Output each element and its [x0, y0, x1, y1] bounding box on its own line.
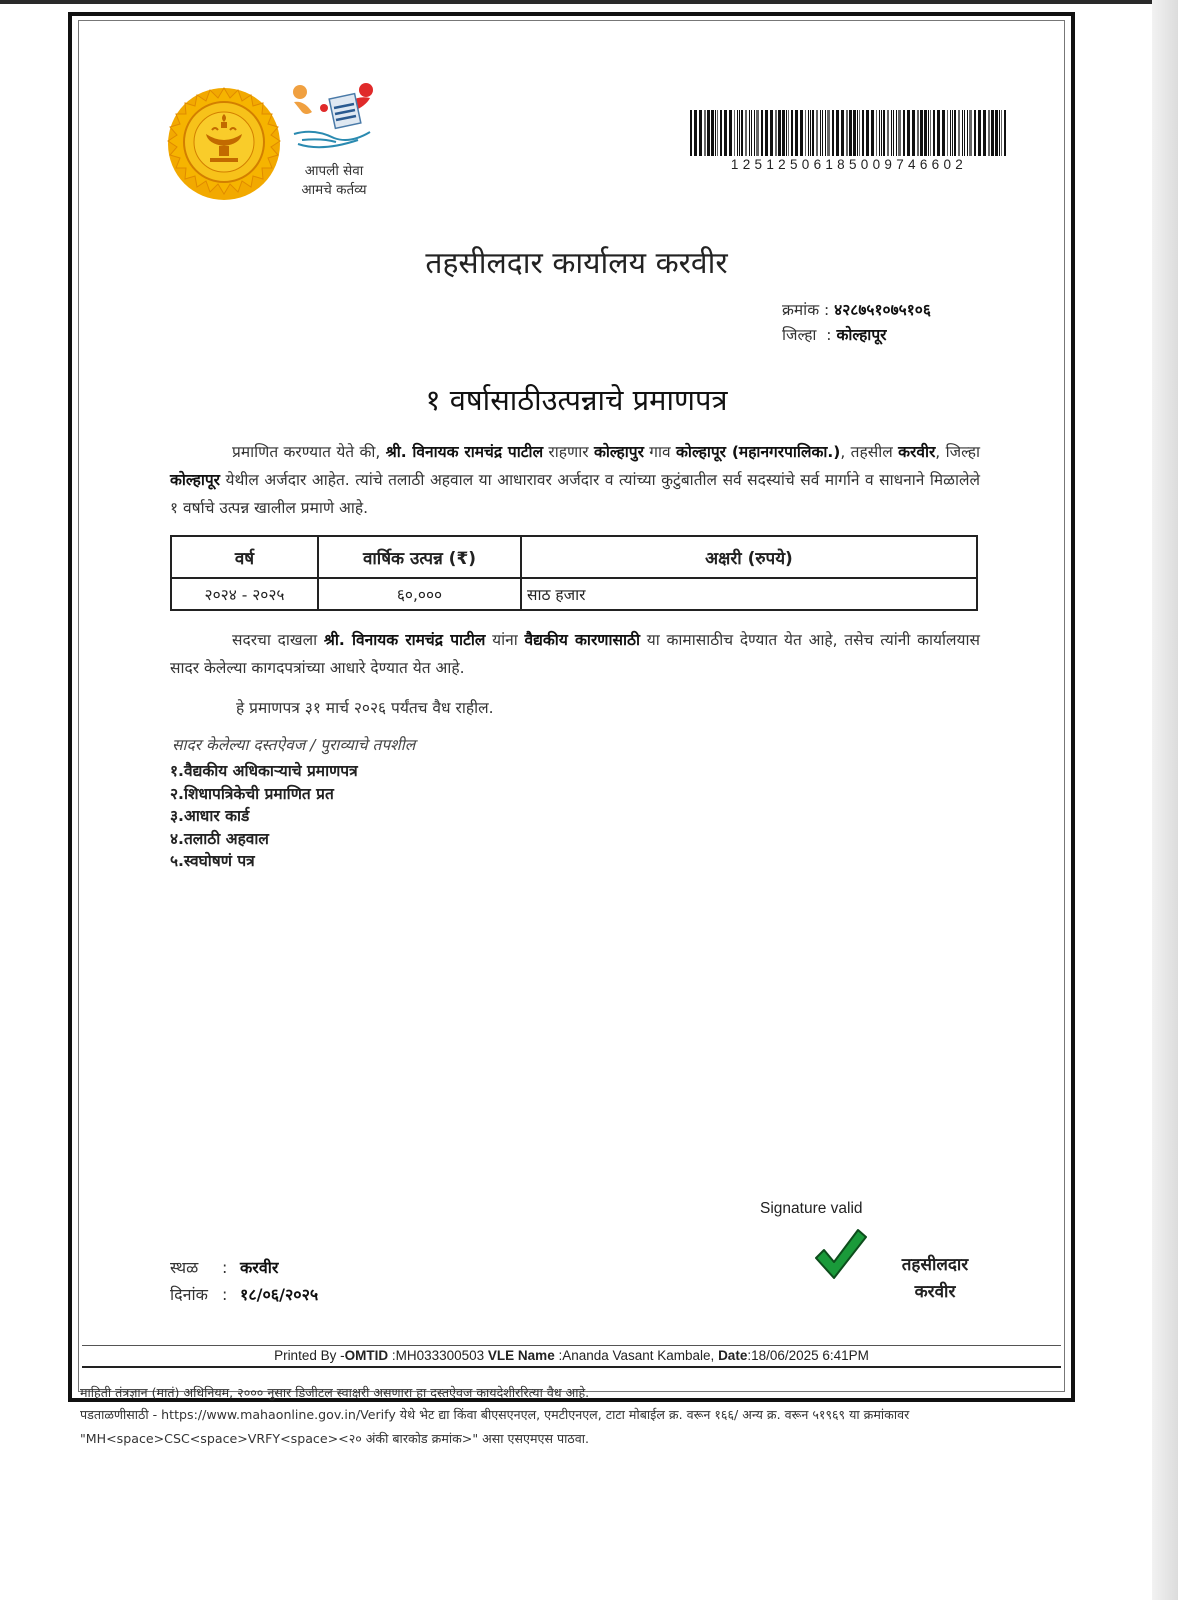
list-item: १.वैद्यकीय अधिकाऱ्याचे प्रमाणपत्र — [170, 762, 358, 780]
barcode-bar — [967, 110, 968, 156]
tehsil: करवीर — [898, 443, 936, 461]
cell-words: साठ हजार — [521, 578, 977, 610]
p2-text-3: या कामासाठीच देण्यात येत आहे, तसेच त्यांनी कार्यालयास सादर केलेल्या कागदपत्रांच्या आधारे देण्यात येत आहे. — [170, 631, 980, 677]
barcode-bar — [741, 110, 743, 156]
verification-note: पडताळणीसाठी - https://www.mahaonline.gov.in/Verify येथे भेट द्या किंवा बीएसएनएल, एमटीएनएल, टाटा मोबाईल क्र. वरून १६६/ अन्य क्र. वरून ५१९६९ या क्रमांकावर — [80, 1407, 910, 1422]
barcode-bar — [862, 110, 864, 156]
signatory-office: करवीर — [914, 1282, 956, 1302]
barcode-bar — [836, 110, 839, 156]
certification-paragraph — [170, 438, 980, 522]
barcode-bar — [849, 110, 852, 156]
barcode-bar — [859, 110, 860, 156]
footer-divider-thick — [82, 1366, 1061, 1368]
barcode-bar — [737, 110, 738, 156]
barcode-bar — [717, 110, 718, 156]
p1-text-1: प्रमाणित करण्यात येते की, — [232, 443, 386, 461]
barcode-bar — [893, 110, 894, 156]
barcode-bar — [707, 110, 710, 156]
barcode-bar — [876, 110, 877, 156]
purpose: वैद्यकीय कारणासाठी — [524, 631, 641, 649]
header-year: वर्ष — [171, 536, 318, 578]
barcode-bar — [947, 110, 948, 156]
barcode-bar — [907, 110, 910, 156]
vle-value: :Ananda Vasant Kambale, — [554, 1348, 719, 1363]
barcode-bar — [853, 110, 856, 156]
table-row — [171, 578, 977, 610]
tagline-line-2: आमचे कर्तव्य — [301, 182, 367, 198]
list-item: ४.तलाठी अहवाल — [170, 829, 269, 848]
barcode-bar — [795, 110, 798, 156]
barcode-bar — [782, 110, 785, 156]
barcode-bar — [866, 110, 869, 156]
barcode-bar — [846, 110, 848, 156]
barcode-bar — [810, 110, 811, 156]
barcode-bar — [724, 110, 727, 156]
barcode-bar — [745, 110, 747, 156]
vle-label: VLE Name — [487, 1348, 555, 1363]
p1-text-3: गाव — [643, 443, 677, 461]
barcode-bar — [800, 110, 803, 156]
date-label: दिनांक — [170, 1285, 208, 1304]
p2-applicant-name: श्री. विनायक रामचंद्र पाटील — [323, 631, 486, 649]
header-in-words: अक्षरी (रुपये) — [521, 536, 977, 578]
barcode-bar — [1004, 110, 1006, 156]
applicant-name: श्री. विनायक रामचंद्र पाटील — [385, 443, 544, 461]
barcode-bar — [891, 110, 892, 156]
place-value: करवीर — [240, 1258, 279, 1277]
barcode-bar — [912, 110, 915, 156]
barcode-bar — [805, 110, 806, 156]
barcode-bar — [711, 110, 714, 156]
residence: कोल्हापुर — [593, 443, 644, 461]
print-date-label: Date — [718, 1348, 748, 1363]
date-value: १८/०६/२०२५ — [240, 1285, 319, 1304]
barcode-bar — [751, 110, 752, 156]
date-row: दिनांक : १८/०६/२०२५ — [170, 1281, 318, 1308]
barcode-bar — [788, 110, 789, 156]
documents-heading: सादर केलेल्या दस्तऐवज / पुराव्याचे तपशील — [172, 736, 416, 754]
aapli-seva-logo-icon — [290, 78, 378, 164]
p1-text-2: राहणार — [543, 443, 594, 461]
barcode-bar — [983, 110, 986, 156]
barcode-bar — [928, 110, 929, 156]
barcode-bar — [974, 110, 976, 156]
p2-text-2: यांना — [485, 631, 525, 649]
barcode-bar — [887, 110, 889, 156]
print-date-value: :18/06/2025 6:41PM — [747, 1348, 869, 1363]
barcode-bar — [827, 110, 830, 156]
barcode-bar — [942, 110, 945, 156]
list-item: २.शिधापत्रिकेची प्रमाणित प्रत — [170, 784, 334, 803]
barcode-bar — [924, 110, 927, 156]
barcode-bar — [917, 110, 919, 156]
barcode-bar — [937, 110, 940, 156]
barcode-bar — [1001, 110, 1002, 156]
barcode-bar — [765, 110, 768, 156]
certificate-inner-border — [78, 20, 1065, 1392]
barcode-number: 12512506185009746602 — [730, 157, 968, 172]
barcode-bar — [775, 110, 777, 156]
barcode-bar — [962, 110, 963, 156]
barcode-bar — [896, 110, 897, 156]
barcode-bar — [756, 110, 759, 156]
barcode-bar — [958, 110, 960, 156]
certificate-title: १ वर्षासाठीउत्पन्नाचे प्रमाणपत्र — [425, 383, 728, 417]
village: कोल्हापूर (महानगरपालिका.) — [676, 443, 841, 461]
omtid-label: OMTID — [344, 1348, 389, 1363]
barcode-bar — [995, 110, 998, 156]
barcode-bar — [808, 110, 809, 156]
place-row: स्थळ : करवीर — [170, 1254, 318, 1281]
barcode-bar — [903, 110, 905, 156]
barcode-bar — [969, 110, 972, 156]
barcode-bar — [952, 110, 953, 156]
place-label: स्थळ — [170, 1258, 199, 1277]
top-edge-shadow — [0, 0, 1178, 4]
p1-text-4: , तहसील — [840, 443, 899, 461]
barcode-bar — [933, 110, 935, 156]
footer-divider — [82, 1345, 1061, 1346]
list-item: ५.स्वघोषणं पत्र — [170, 852, 255, 870]
aapli-seva-tagline — [282, 162, 386, 200]
legal-note: माहिती तंत्रज्ञान (मातं) अधिनियम, २००० नुसार डिजीटल स्वाक्षरी असणारा हा दस्तऐवज कायदेशीररित्या वैध आहे. — [80, 1385, 590, 1400]
right-edge-shadow — [1152, 0, 1178, 1600]
barcode-bar — [841, 110, 844, 156]
barcode-bar — [883, 110, 885, 156]
barcode-bar — [786, 110, 787, 156]
barcode-bar — [930, 110, 931, 156]
header-annual-income: वार्षिक उत्पन्न (₹) — [318, 536, 521, 578]
printed-by-line — [82, 1348, 1061, 1363]
district-value: कोल्हापूर — [836, 326, 887, 344]
omtid-value: :MH033300503 — [388, 1348, 488, 1363]
barcode-bar — [999, 110, 1000, 156]
barcode-bar — [820, 110, 821, 156]
barcode-bar — [822, 110, 823, 156]
barcode-bar — [988, 110, 990, 156]
barcode-bar — [778, 110, 781, 156]
barcode-bar — [920, 110, 923, 156]
number-value: ४२८७५१०७५१०६ — [834, 301, 931, 319]
cell-year: २०२४ - २०२५ — [171, 578, 318, 610]
barcode-bar — [729, 110, 732, 156]
p1-text-6: येथील अर्जदार आहेत. त्यांचे तलाठी अहवाल या आधारावर अर्जदार व त्यांच्या कुटुंबातील सर्व सदस्यांचे सर्व मार्गाने व साधनाने मिळालेले १ वर्षाचे उत्पन्न खालील प्रमाणे आहे. — [170, 471, 980, 517]
validity-text: हे प्रमाणपत्र ३१ मार्च २०२६ पर्यंतच वैध राहील. — [236, 699, 494, 717]
list-item: ३.आधार कार्ड — [170, 807, 250, 825]
barcode-bar — [881, 110, 882, 156]
barcode-bar — [978, 110, 981, 156]
barcode-bar — [812, 110, 814, 156]
district-row: जिल्हा : कोल्हापूर — [782, 326, 887, 344]
barcode-bar — [704, 110, 706, 156]
barcode-bar — [734, 110, 735, 156]
barcode-bar — [816, 110, 818, 156]
barcode-bar — [825, 110, 826, 156]
checkmark-icon — [812, 1226, 868, 1282]
barcode-bar — [770, 110, 773, 156]
signatory-designation: तहसीलदार — [901, 1255, 969, 1275]
district-label: जिल्हा — [782, 326, 817, 344]
sms-instruction: "MH<space>CSC<space>VRFY<space><२० अंकी बारकोड क्रमांक>" असा एसएमएस पाठवा. — [80, 1431, 589, 1446]
maharashtra-emblem-icon — [166, 86, 282, 202]
barcode-bar — [754, 110, 755, 156]
signature-status: Signature valid — [760, 1200, 863, 1217]
certificate-number-row: क्रमांक : ४२८७५१०७५१०६ — [782, 301, 931, 319]
barcode-bar — [715, 110, 716, 156]
barcode-bar — [964, 110, 965, 156]
barcode-bar — [879, 110, 880, 156]
barcode-bar — [761, 110, 763, 156]
district: कोल्हापूर — [170, 471, 220, 489]
cell-income: ६०,००० — [318, 578, 521, 610]
documents-list — [170, 760, 358, 873]
barcode-bar — [950, 110, 951, 156]
barcode-bar — [720, 110, 722, 156]
barcode-bar — [898, 110, 901, 156]
income-table-header — [171, 536, 977, 578]
tagline-line-1: आपली सेवा — [304, 163, 364, 179]
barcode-bar — [739, 110, 740, 156]
barcode-bar — [694, 110, 697, 156]
barcode-bar — [832, 110, 834, 156]
printed-by-prefix: Printed By - — [274, 1348, 345, 1363]
barcode-bar — [991, 110, 994, 156]
p1-text-5: , जिल्हा — [935, 443, 981, 461]
barcode-bar — [749, 110, 750, 156]
number-label: क्रमांक — [782, 301, 820, 319]
purpose-paragraph — [170, 626, 980, 682]
office-title: तहसीलदार कार्यालय करवीर — [425, 246, 728, 281]
income-table — [170, 535, 978, 611]
barcode-bar — [791, 110, 793, 156]
barcode-bar — [954, 110, 956, 156]
certificate-meta — [782, 298, 931, 348]
signatory-block — [880, 1252, 990, 1306]
barcode-icon — [690, 110, 1008, 156]
p2-text-1: सदरचा दाखला — [232, 631, 324, 649]
barcode-bar — [690, 110, 692, 156]
barcode-bar — [871, 110, 874, 156]
place-date-block — [170, 1254, 318, 1308]
barcode-bar — [699, 110, 702, 156]
barcode-bar — [857, 110, 858, 156]
